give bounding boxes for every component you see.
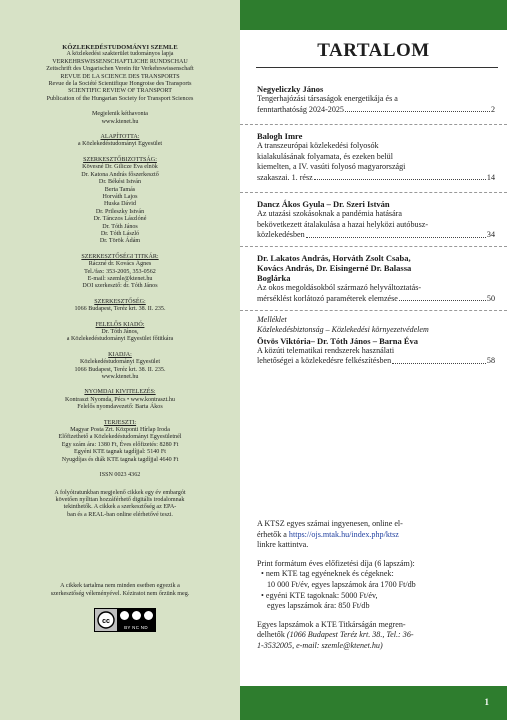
toc-title-line: fenntarthatóság 2024-2025 2 bbox=[257, 104, 495, 114]
toc-entry[interactable] bbox=[257, 315, 495, 367]
masthead-line: 1066 Budapest, Teréz krt. 38. II. 235. bbox=[74, 306, 166, 313]
masthead-line: Egy szám ára: 1380 Ft, Éves előfizetés: 8280 Ft bbox=[61, 441, 179, 448]
masthead-line: a Közlekedéstudományi Egyesület főtitkára bbox=[66, 336, 174, 343]
divider bbox=[240, 192, 507, 193]
masthead-line: NYOMDAI KIVITELEZÉS: bbox=[84, 389, 156, 396]
masthead-line: Ráczné dr. Kovács Ágnes bbox=[88, 261, 152, 268]
masthead-line: Dr. Tóth János bbox=[102, 223, 138, 230]
toc-title-line: Tengerhajózási társaságok energetikája és a bbox=[257, 94, 398, 103]
masthead-line: DOI szerkesztő: dr. Tóth János bbox=[82, 283, 158, 290]
masthead-line: Magyar Posta Zrt. Központi Hírlap Iroda bbox=[70, 427, 170, 434]
masthead-line: Revue de la Société Scientifique Hongroise des Transports bbox=[48, 81, 192, 88]
svg-text:cc: cc bbox=[102, 618, 110, 625]
masthead-line: Közlekedéstudományi Egyesület bbox=[79, 359, 161, 366]
masthead-line: A cikkek tartalma nem minden esetben egyezik a bbox=[60, 583, 180, 590]
toc-authors: Dancz Ákos Gyula – Dr. Szeri István bbox=[257, 199, 390, 209]
order-text: Egyes lapszámok a KTE Titkárságán megren- bbox=[257, 619, 406, 629]
masthead-line: Kövesné Dr. Gilicze Éva elnök bbox=[82, 164, 158, 171]
page-number: 1 bbox=[484, 697, 489, 707]
order-text: 1-3532005, e-mail: szemle@ktenet.hu) bbox=[257, 640, 383, 650]
order-text: delhetők (1066 Budapest Teréz krt. 38., Tel.: 36- bbox=[257, 630, 414, 640]
price-item-detail: egyes lapszámok ára: 850 Ft/db bbox=[267, 601, 370, 611]
toc-entry[interactable] bbox=[257, 253, 495, 304]
toc-title-line: bekövetkezett átalakulása a hazai helyközi autóbusz- bbox=[257, 219, 429, 229]
divider bbox=[240, 124, 507, 125]
price-item: • egyéni KTE tagoknak: 5000 Ft/év, bbox=[261, 590, 378, 600]
masthead-line: a Közlekedéstudományi Egyesület bbox=[77, 141, 163, 148]
masthead-line: Tel./fax: 353-2005, 353-0562 bbox=[84, 268, 156, 275]
masthead-line: Kontraszt Nyomda, Pécs • www.kontraszt.hu bbox=[65, 396, 175, 403]
masthead-line: Felelős nyomdavezető: Barta Ákos bbox=[77, 404, 163, 411]
masthead-line: www.ktenet.hu bbox=[101, 118, 139, 125]
masthead-line: Megjelenik kéthavonta bbox=[91, 111, 148, 118]
toc-title-line: kialakulásának folyamata, és ezeken belül bbox=[257, 151, 393, 161]
toc-title-line: Az utazási szokásoknak a pandémia hatására bbox=[257, 209, 402, 218]
masthead-line: Dr. Katona András főszerkesztő bbox=[81, 171, 159, 178]
masthead-line: Dr. Tóth László bbox=[100, 230, 140, 237]
price-item: • nem KTE tag egyéneknek és cégeknek: bbox=[261, 569, 394, 579]
footer-bar bbox=[240, 686, 507, 720]
subscription-info bbox=[257, 519, 495, 652]
masthead-line: SZERKESZTŐSÉG: bbox=[94, 298, 146, 305]
cc-icon bbox=[95, 609, 117, 631]
masthead-line: ALAPÍTOTTA: bbox=[100, 134, 140, 141]
divider bbox=[240, 310, 507, 311]
masthead-line: VERKEHRSWISSENSCHAFTLICHE RUNDSCHAU bbox=[52, 58, 188, 65]
toc-title-line: mérséklést korlátozó paraméterek elemzése 50 bbox=[257, 293, 495, 303]
toc-title-line: A transzeurópai közlekedési folyosók bbox=[257, 141, 379, 150]
page-title: TARTALOM bbox=[317, 40, 430, 61]
masthead-line: Dr. Tóth János, bbox=[101, 329, 139, 335]
toc-page: 34 bbox=[486, 230, 495, 240]
toc-page: 2 bbox=[490, 104, 495, 114]
toc-entry[interactable] bbox=[257, 199, 495, 241]
masthead bbox=[8, 0, 232, 598]
toc-title-line: A közúti telematikai rendszerek használati bbox=[257, 345, 395, 355]
toc-page: 14 bbox=[486, 172, 495, 182]
masthead-line: követően nyílttan hozzáférhető digitális irodalomnak bbox=[55, 496, 185, 503]
toc-title-line: közlekedésben 34 bbox=[257, 230, 495, 240]
by-icon bbox=[120, 611, 129, 620]
divider bbox=[240, 246, 507, 247]
toc-authors: Dr. Lakatos András, Horváth Zsolt Csaba, bbox=[257, 253, 411, 263]
masthead-line: Horváth Lajos bbox=[102, 193, 138, 200]
masthead-line: KIADJA: bbox=[108, 351, 132, 358]
info-text: érhetők a https://ojs.mtak.hu/index.php/ktsz bbox=[257, 529, 399, 539]
toc-entry[interactable] bbox=[257, 131, 495, 183]
toc-title-line: lehetőségei a közlekedésre felkészítésben 58 bbox=[257, 356, 495, 366]
toc-authors: Balogh Imre bbox=[257, 131, 303, 141]
masthead-line: 1066 Budapest, Teréz krt. 38. II. 235. bbox=[74, 366, 166, 373]
masthead-line: ban és a REAL-ban online elérhetővé teszi. bbox=[67, 511, 173, 518]
masthead-line: A közlekedési szakterület tudományos lapja bbox=[66, 51, 174, 58]
masthead-line: Dr. Prileszky István bbox=[95, 208, 145, 215]
price-item-detail: 10 000 Ft/év, egyes lapszámok ára 1700 Ft/db bbox=[267, 579, 416, 589]
supplement-label: Melléklet bbox=[257, 315, 287, 324]
info-text: linkre kattintva. bbox=[257, 540, 309, 550]
toc-entry[interactable] bbox=[257, 84, 495, 115]
masthead-line: SCIENTIFIC REVIEW OF TRANSPORT bbox=[68, 88, 172, 95]
masthead-line: Dr. Török Ádám bbox=[99, 238, 141, 245]
masthead-line: E-mail: szemle@ktenet.hu bbox=[87, 275, 153, 282]
toc-authors: Negyeliczky János bbox=[257, 84, 324, 94]
creative-commons-badge bbox=[94, 608, 156, 632]
masthead-line: szerkesztőség véleményével. Kéziratot nem őrzünk meg. bbox=[50, 590, 190, 597]
masthead-line: Előfizethető a Közlekedéstudományi Egyesületnél bbox=[58, 434, 182, 441]
masthead-line: Dr. Tánczos Lászlóné bbox=[93, 216, 147, 223]
toc-authors: Kovács András, Dr. Eisingerné Dr. Balassa bbox=[257, 263, 412, 273]
journal-link[interactable]: https://ojs.mtak.hu/index.php/ktsz bbox=[288, 529, 399, 539]
masthead-column bbox=[0, 0, 240, 720]
masthead-line: SZERKESZTŐSÉGI TITKÁR: bbox=[81, 253, 159, 260]
price-heading: Print formátum éves előfizetési díja (6 lapszám): bbox=[257, 558, 415, 568]
masthead-line: SZERKESZTŐBIZOTTSÁG: bbox=[83, 156, 157, 163]
contents-column bbox=[240, 0, 507, 720]
cc-labels: BY NC ND bbox=[124, 625, 148, 630]
masthead-line: TERJESZTI: bbox=[103, 419, 137, 426]
masthead-line: FELELŐS KIADÓ: bbox=[95, 321, 145, 328]
masthead-line: Publication of the Hungarian Society for Transport Sciences bbox=[46, 95, 194, 102]
masthead-line: Egyéni KTE tagnak tagdíjjal: 5140 Ft bbox=[74, 449, 166, 456]
masthead-line: Nyugdíjas és diák KTE tagnak tagdíjjal 4640 Ft bbox=[61, 456, 179, 463]
masthead-line: REVUE DE LA SCIENCE DES TRANSPORTS bbox=[60, 73, 180, 80]
masthead-line: Berta Tamás bbox=[104, 186, 136, 193]
toc-title-line: Az okos megoldásokból származó helyváltoztatás- bbox=[257, 283, 422, 292]
masthead-line: Dr. Békési István bbox=[98, 179, 142, 186]
section-label: Közlekedésbiztonság – Közlekedési környezetvédelem bbox=[257, 325, 429, 335]
header-bar bbox=[240, 0, 507, 30]
masthead-line: Huska Dávid bbox=[104, 201, 136, 208]
masthead-line: ISSN 0023 4362 bbox=[99, 472, 141, 479]
masthead-line: A folyóiratunkban megjelenő cikkek egy év embargót bbox=[54, 489, 186, 496]
toc-title-line: kiemelten, a IV. vasúti folyosó magyarországi bbox=[257, 162, 406, 172]
toc-page: 50 bbox=[486, 293, 495, 303]
nd-icon bbox=[144, 611, 153, 620]
nc-icon bbox=[132, 611, 141, 620]
toc-authors: Ötvös Viktória– Dr. Tóth János – Barna Éva bbox=[257, 335, 419, 346]
masthead-line: www.ktenet.hu bbox=[101, 374, 139, 381]
title-rule bbox=[256, 67, 498, 68]
toc-authors: Boglárka bbox=[257, 273, 291, 283]
toc-title-line: szakaszai. 1. rész 14 bbox=[257, 172, 495, 182]
toc-page: 58 bbox=[486, 356, 495, 366]
masthead-line: KÖZLEKEDÉSTUDOMÁNYI SZEMLE bbox=[62, 44, 178, 51]
masthead-line: Zeitschrift des Ungarischen Verein für Verkehrswissenschaft bbox=[46, 66, 194, 73]
masthead-line: tekinthetők. A cikkek a szerkesztőség az EPA- bbox=[63, 504, 177, 511]
info-text: A KTSZ egyes számai ingyenesen, online el- bbox=[257, 519, 403, 528]
